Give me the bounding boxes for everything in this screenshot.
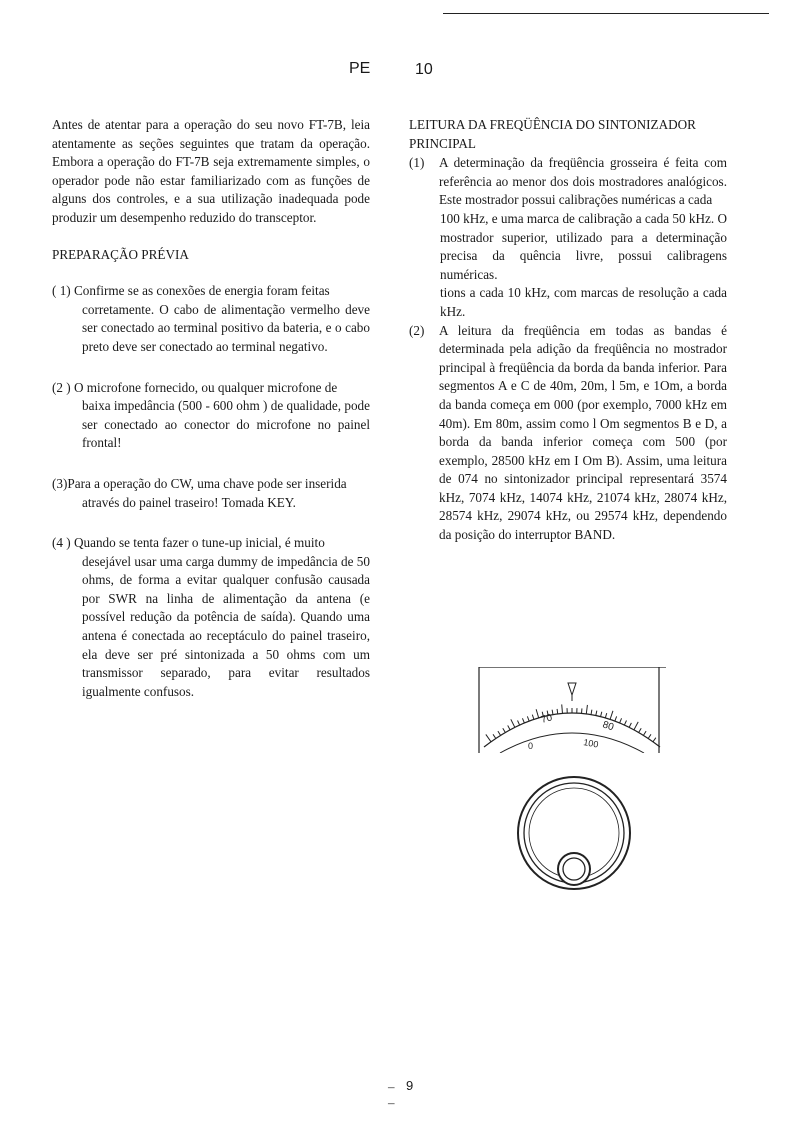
tuning-knob-figure (514, 773, 634, 898)
list-item-first-line: (4 ) Quando se tenta fazer o tune-up inicial, é muito (52, 535, 325, 551)
list-item (52, 475, 370, 512)
top-rule (443, 13, 769, 14)
footer-dash: – (388, 1095, 395, 1110)
dial-tick (518, 721, 520, 726)
frequency-dial-figure (476, 667, 666, 753)
dial-tick (557, 709, 558, 714)
list-item (52, 534, 370, 701)
intro-paragraph: Antes de atentar para a operação do seu novo FT-7B, leia atentamente as seções seguintes que tratam da operação. Embora a operação do FT-7B seja extremamente simples, o operador pode não estar familiarizado com as funções de alguns dos controles, e a sua utilização inadequada pode produzir um desempenho reduzido do transceptor. (52, 117, 370, 225)
list-item-first-line: (3)Para a operação do CW, uma chave pode ser inserida (52, 475, 347, 491)
dial-tick (527, 716, 529, 721)
dial-tick (610, 711, 613, 720)
header-label: PE (349, 60, 371, 77)
dial-tick (639, 728, 642, 732)
list-item-first-line: ( 1) Confirme se as conexões de energia foram feitas (52, 283, 330, 299)
dial-tick (596, 711, 597, 716)
list-item-body: tions a cada 10 kHz, com marcas de resolução a cada kHz. (440, 285, 727, 319)
list-item-body: A determinação da freqüência grosseira é feita com referência ao menor dos dois mostradores analógicos. Este mostrador possui calibrações numéricas a cada (439, 155, 727, 208)
dial-tick (536, 709, 539, 718)
dial-tick (493, 734, 496, 738)
list-item-body: A leitura da freqüência em todas as bandas é determinada pela adição da freqüência no mostrador principal à freqüência da borda da banda inferior. Para segmentos A e C de 40m, 20m, l 5m, e 1Om, a borda da banda começa em 000 (por exemplo, 7000 kHz em 40m). Em 80m, assim como l Om segmentos B e D, a borda da banda inferior começa com 500 (por exemplo, 28500 kHz em I Om B). Assim, uma leitura de 074 no sintonizador principal representará 3574 kHz, 7074 kHz, 14074 kHz, 21074 kHz, 28074 kHz, 28574 kHz, 29074 kHz, ou 29574 kHz, dependendo da posição do interruptor BAND. (439, 322, 727, 543)
right-column (409, 116, 727, 545)
list-item (52, 379, 370, 453)
dial-tick (620, 718, 622, 723)
dial-tick (498, 731, 501, 735)
dial-tick (586, 705, 587, 714)
dial-tick (486, 734, 491, 741)
dial-tick (601, 712, 602, 717)
list-item-body: através do painel traseiro! Tomada KEY. (82, 494, 296, 510)
list-item (409, 154, 727, 321)
dial-tick (624, 721, 626, 726)
footer-dash: – (388, 1079, 395, 1094)
dial-tick (605, 713, 606, 718)
dial-tick (522, 718, 524, 723)
dial-label-100: 100 (582, 737, 600, 750)
list-item-number: (1) (409, 155, 425, 171)
dial-tick (615, 716, 617, 721)
section-heading-leitura: LEITURA DA FREQÜÊNCIA DO SINTONIZADOR PRINCIPAL (409, 117, 696, 151)
tuning-knob-illustration (514, 773, 634, 898)
dial-tick (562, 704, 563, 713)
footer-page-number: 9 (406, 1078, 414, 1093)
dial-tick (653, 738, 656, 742)
header-page-number: 10 (415, 61, 433, 78)
list-item-body: baixa impedância (500 - 600 ohm ) de qualidade, pode ser conectado ao conector do microfone no painel frontal! (82, 398, 370, 451)
dial-tick (591, 710, 592, 715)
dial-label-70: 70 (539, 712, 554, 726)
section-heading-preparacao: PREPARAÇÃO PRÉVIA (52, 246, 189, 262)
dial-label-80: 80 (601, 719, 616, 734)
list-item-number: (2) (409, 322, 425, 338)
dial-tick (552, 710, 553, 715)
dial-tick (532, 715, 534, 720)
dial-tick (634, 722, 638, 730)
dial-tick (508, 725, 510, 729)
list-item-body: corretamente. O cabo de alimentação vermelho deve ser conectado ao terminal positivo da bateria, e o cabo preto deve ser conectado ao terminal negativo. (82, 301, 370, 354)
dial-tick (629, 723, 631, 727)
dial-tick (643, 731, 646, 735)
dial-tick (511, 719, 515, 727)
dial-tick (503, 728, 506, 732)
frequency-dial-illustration (476, 667, 666, 753)
list-item-first-line: (2 ) O microfone fornecido, ou qualquer microfone de (52, 379, 338, 395)
dial-tick (648, 734, 651, 738)
dial-label-0: 0 (528, 741, 534, 751)
left-column (52, 116, 370, 701)
list-item-body: desejável usar uma carga dummy de impedância de 50 ohms, de forma a evitar qualquer confusão causada por SWR na linha de alimentação da antena (e possível redução da potência de saída). Quando uma antena é conectada ao receptáculo do painel traseiro, ela deve ser pré sintonizada a 50 ohms com um transmissor separado, para evitar resultados igualmente confusos. (82, 553, 370, 699)
list-item (52, 282, 370, 356)
list-item-body: 100 kHz, e uma marca de calibração a cada 50 kHz. O mostrador superior, utilizado para a determinação precisa da quência livre, possui calibragens numéricas. (440, 210, 727, 282)
list-item (409, 322, 727, 545)
